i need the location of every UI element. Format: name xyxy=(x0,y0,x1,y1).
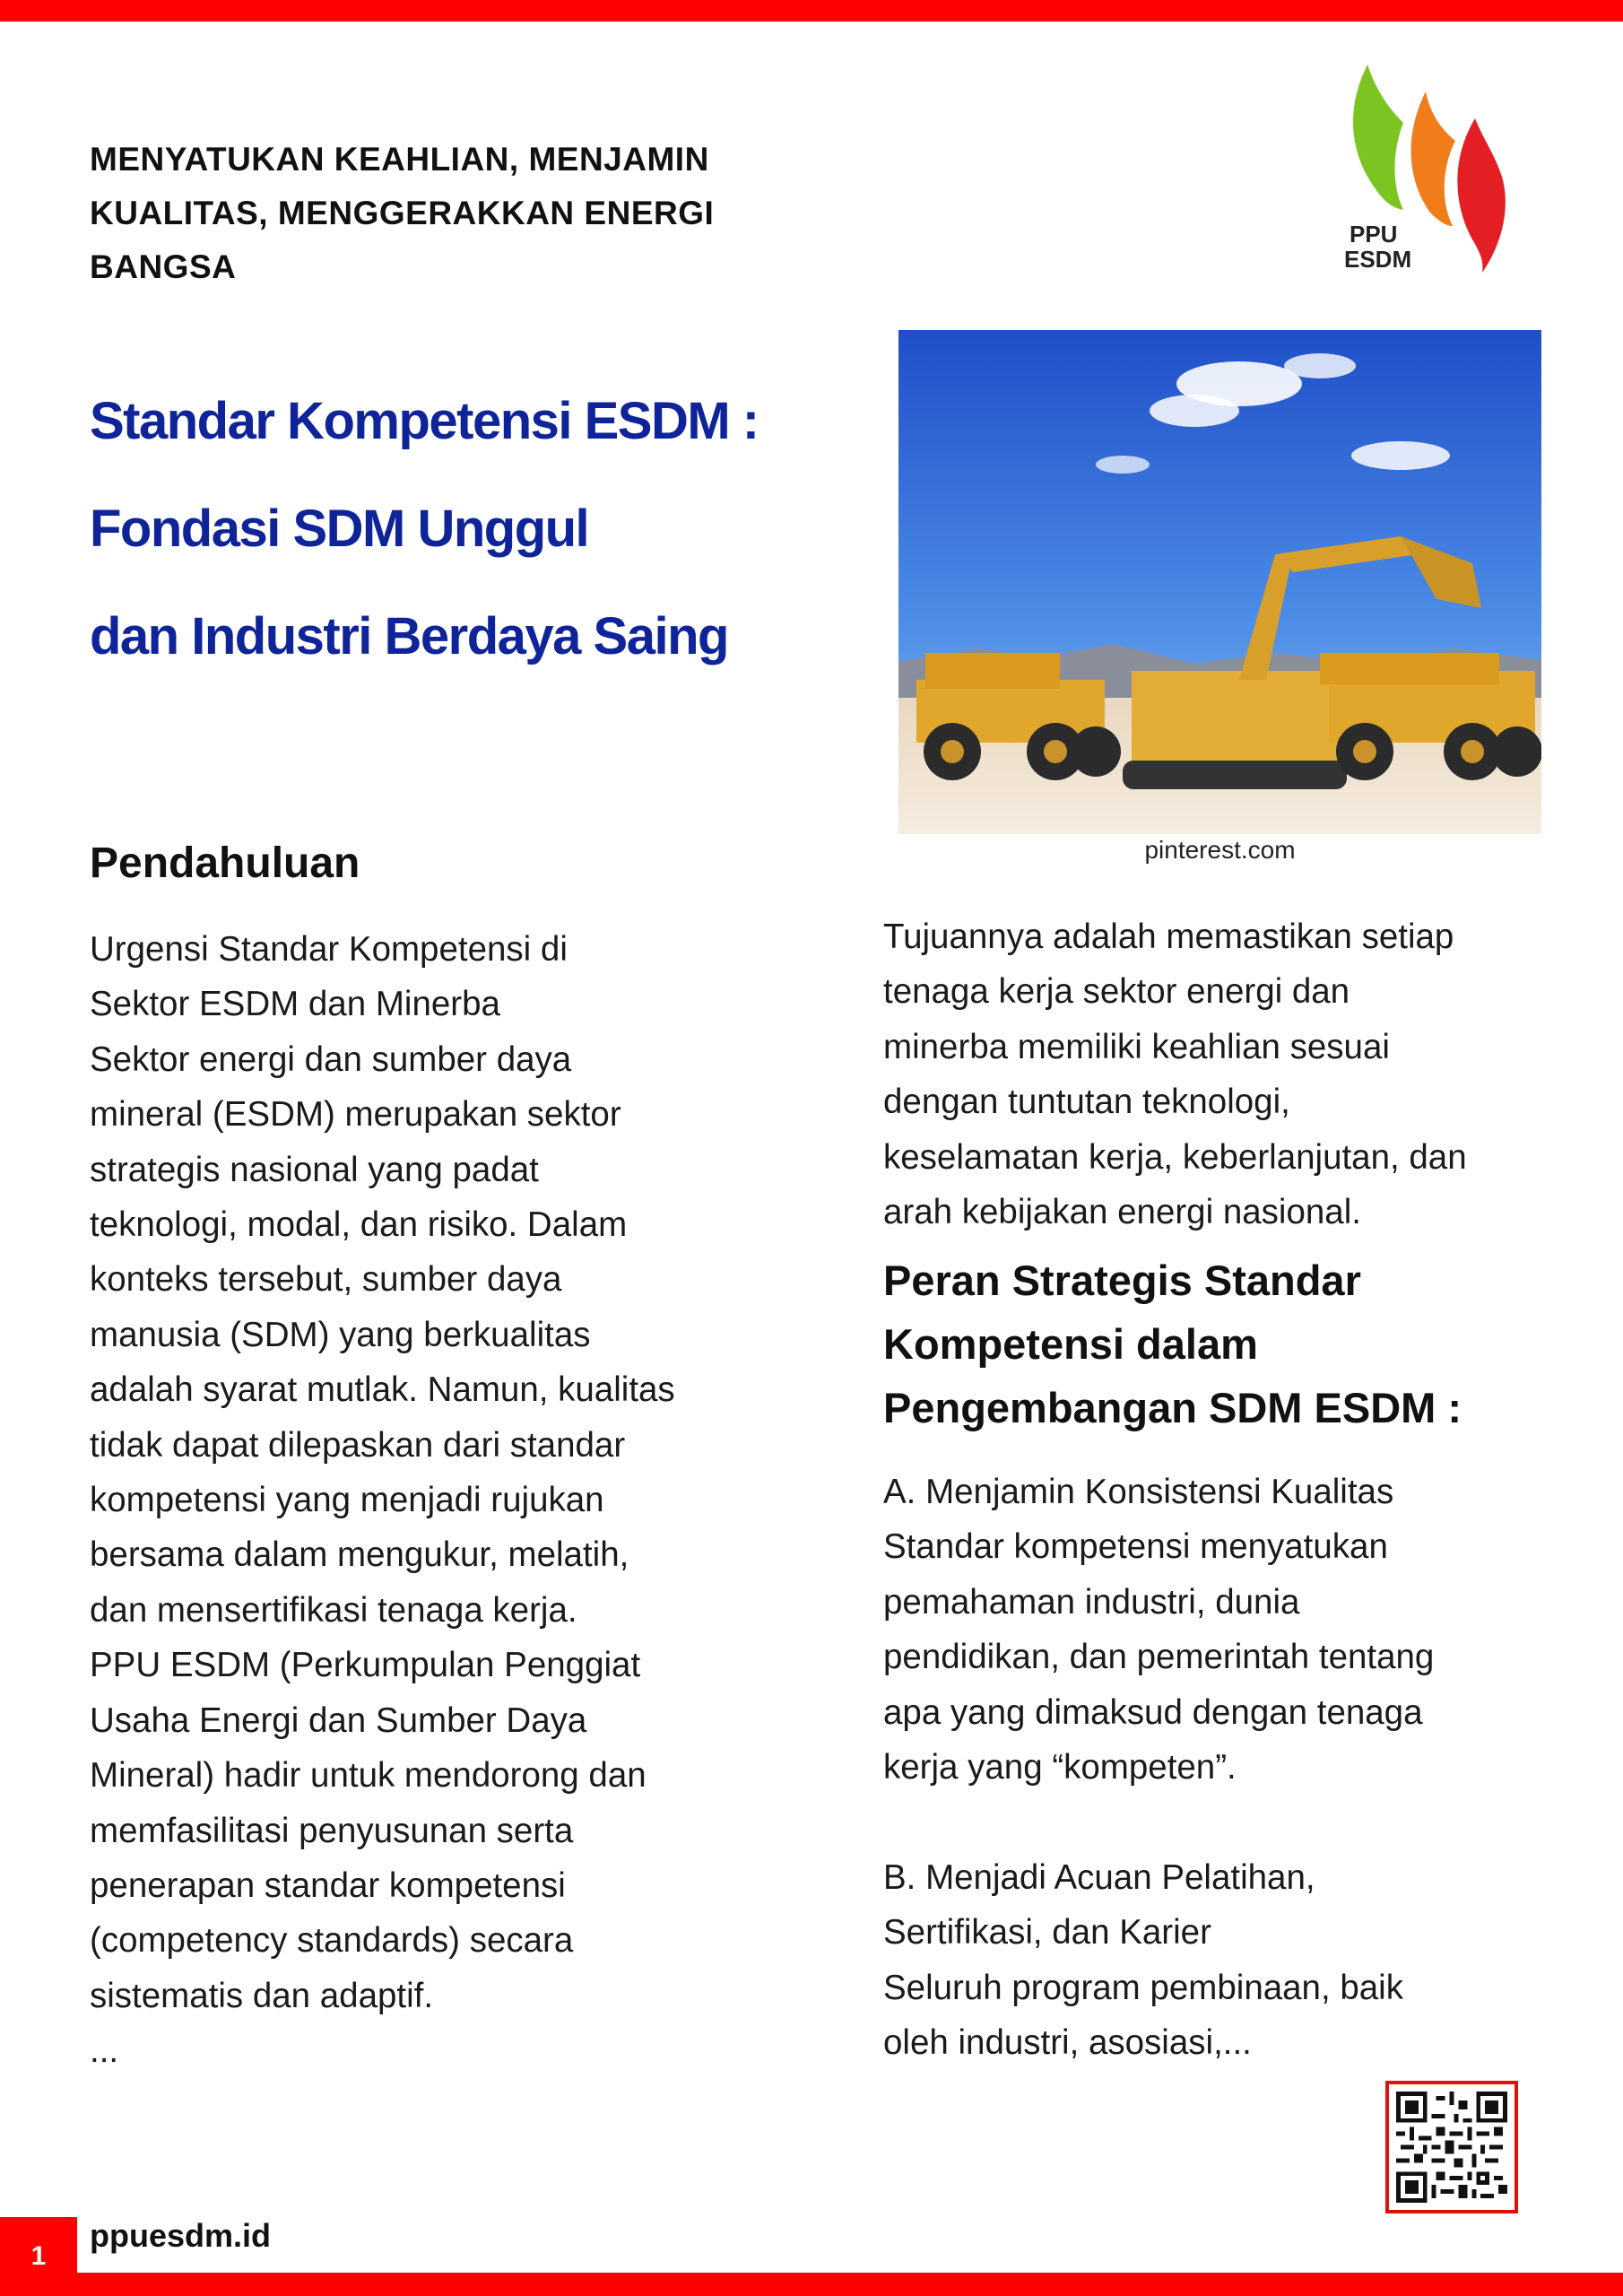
website-link[interactable]: ppuesdm.id xyxy=(90,2217,272,2254)
intro-line: Mineral) hadir untuk mendorong dan xyxy=(90,1756,647,1796)
intro-line: konteks tersebut, sumber daya xyxy=(90,1260,562,1300)
intro-line: sistematis dan adaptif. xyxy=(90,1976,434,2015)
intro-line: dan mensertifikasi tenaga kerja. xyxy=(90,1590,577,1630)
tagline-line: MENYATUKAN KEAHLIAN, MENJAMIN xyxy=(90,141,709,178)
goal-line: keselamatan kerja, keberlanjutan, dan xyxy=(883,1137,1467,1177)
goal-line: Tujuannya adalah memastikan setiap xyxy=(883,918,1454,956)
intro-line: ... xyxy=(90,2031,119,2071)
role-heading-line: Kompetensi dalam xyxy=(883,1320,1258,1368)
intro-line: tidak dapat dilepaskan dari standar xyxy=(90,1425,626,1465)
point-a-line: pendidikan, dan pemerintah tentang xyxy=(883,1638,1435,1677)
intro-line: kompetensi yang menjadi rujukan xyxy=(90,1481,604,1520)
goal-line: arah kebijakan energi nasional. xyxy=(883,1193,1361,1232)
point-b-line: oleh industri, asosiasi,... xyxy=(883,2023,1252,2063)
intro-heading: Pendahuluan xyxy=(90,839,360,887)
tagline-line: KUALITAS, MENGGERAKKAN ENERGI xyxy=(90,195,715,231)
goal-paragraph xyxy=(883,909,1565,1239)
page-title xyxy=(90,368,879,691)
intro-line: penerapan standar kompetensi xyxy=(90,1866,566,1905)
goal-line: tenaga kerja sektor energi dan xyxy=(883,972,1350,1012)
intro-line: Sektor ESDM dan Minerba xyxy=(90,985,500,1024)
intro-line: memfasilitasi penyusunan serta xyxy=(90,1811,574,1850)
point-b-line: Seluruh program pembinaan, baik xyxy=(883,1968,1403,2007)
intro-line: Usaha Energi dan Sumber Daya xyxy=(90,1700,587,1740)
intro-line: (competency standards) secara xyxy=(90,1921,574,1961)
intro-line: mineral (ESDM) merupakan sektor xyxy=(90,1095,621,1135)
title-line: dan Industri Berdaya Saing xyxy=(90,607,728,665)
role-heading xyxy=(883,1248,1565,1439)
intro-line: Sektor energi dan sumber daya xyxy=(90,1039,572,1079)
point-a-line: pemahaman industri, dunia xyxy=(883,1582,1300,1622)
page-number: 1 xyxy=(0,2217,77,2296)
intro-line: strategis nasional yang padat xyxy=(90,1150,539,1189)
intro-line: Urgensi Standar Kompetensi di xyxy=(90,930,568,969)
logo-text-esdm: ESDM xyxy=(1344,246,1412,273)
tagline xyxy=(90,133,825,294)
goal-line: minerba memiliki keahlian sesuai xyxy=(883,1027,1390,1066)
goal-line: dengan tuntutan teknologi, xyxy=(883,1083,1290,1122)
intro-line: manusia (SDM) yang berkualitas xyxy=(90,1315,591,1354)
intro-paragraph xyxy=(90,922,825,2079)
ppu-esdm-logo xyxy=(1341,56,1511,280)
logo-flame-orange xyxy=(1411,91,1455,226)
role-heading-line: Peran Strategis Standar xyxy=(883,1257,1361,1304)
logo-text-ppu: PPU xyxy=(1350,221,1398,248)
role-heading-line: Pengembangan SDM ESDM : xyxy=(883,1384,1462,1431)
title-line: Fondasi SDM Unggul xyxy=(90,500,589,558)
point-a-line: apa yang dimaksud dengan tenaga xyxy=(883,1692,1423,1732)
intro-line: adalah syarat mutlak. Namun, kualitas xyxy=(90,1370,675,1410)
point-a-line: kerja yang “kompeten”. xyxy=(883,1748,1237,1787)
point-a-line: Standar kompetensi menyatukan xyxy=(883,1527,1388,1567)
qr-code-icon xyxy=(1396,2092,1507,2203)
point-a-line: A. Menjamin Konsistensi Kualitas xyxy=(883,1473,1394,1511)
point-b-paragraph xyxy=(883,1850,1565,2071)
tagline-line: BANGSA xyxy=(90,248,237,285)
logo-flame-green xyxy=(1353,65,1403,210)
intro-line: bersama dalam mengukur, melatih, xyxy=(90,1535,629,1575)
mining-excavator-trucks-photo xyxy=(898,330,1541,834)
photo-caption: pinterest.com xyxy=(1144,836,1296,864)
point-b-line: Sertifikasi, dan Karier xyxy=(883,1913,1211,1952)
qr-code[interactable] xyxy=(1385,2081,1518,2213)
logo-flame-red xyxy=(1457,118,1505,273)
point-b-line: B. Menjadi Acuan Pelatihan, xyxy=(883,1858,1315,1897)
top-accent-bar xyxy=(0,0,1623,22)
point-a-paragraph xyxy=(883,1465,1565,1795)
title-line: Standar Kompetensi ESDM : xyxy=(90,392,759,450)
intro-line: teknologi, modal, dan risiko. Dalam xyxy=(90,1205,628,1245)
intro-line: PPU ESDM (Perkumpulan Penggiat xyxy=(90,1646,641,1685)
bottom-accent-bar xyxy=(0,2273,1623,2296)
